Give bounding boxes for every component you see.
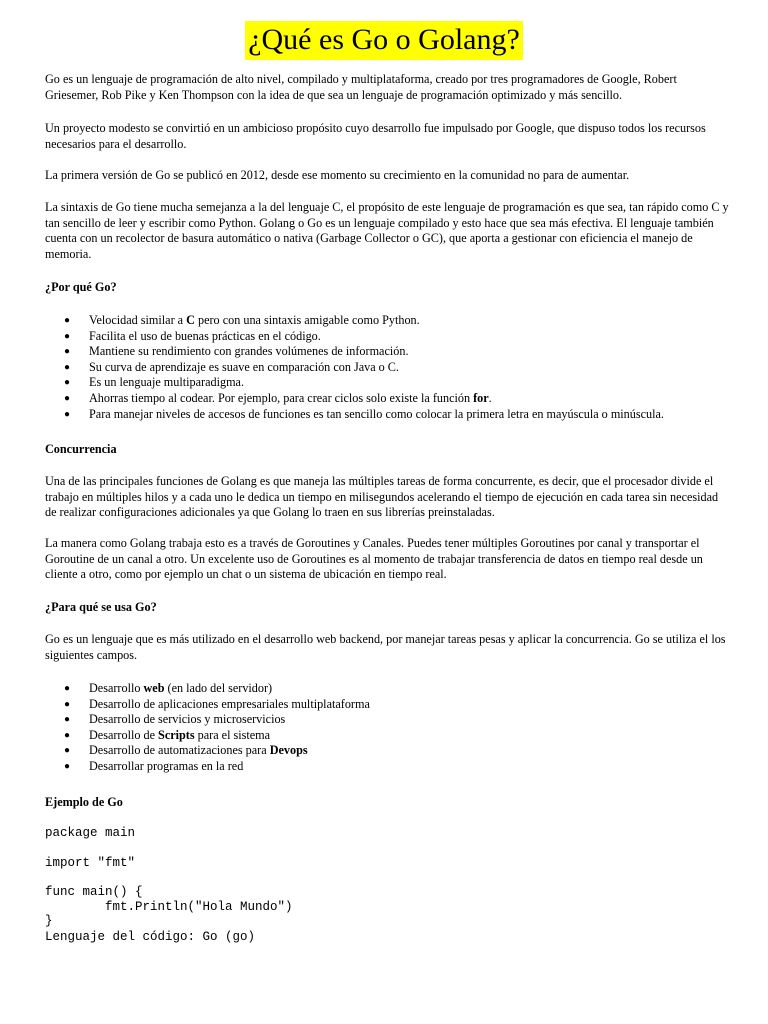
list-item xyxy=(45,375,735,391)
bullet-icon: ● xyxy=(64,729,71,741)
list-item-text: Desarrollo xyxy=(89,681,144,695)
code-line: func main() { xyxy=(45,885,143,899)
paragraph-concurrency: Una de las principales funciones de Golang es que maneja las múltiples tareas de forma concurrente, es decir, que el procesador divide el trabajo en múltiples hilos y a cada uno le dedica un tiempo en milisegundos acelerando el tiempo de ejecución en cada tarea sin necesidad de realizar configuraciones adicionales ya que Golang lo traen en sus librerías preinstaladas. xyxy=(45,474,719,520)
paragraph-project: Un proyecto modesto se convirtió en un ambicioso propósito cuyo desarrollo fue impulsado por Google, que dispuso todos los recursos necesarios para el desarrollo. xyxy=(45,121,706,151)
paragraph-syntax: La sintaxis de Go tiene mucha semejanza a la del lenguaje C, el propósito de este lenguaje de programación es que sea, tan rápido como C y tan sencillo de leer y escribir como Python. Golang o Go es un lenguaje compilado y esto hace que sea más efectiva. El lenguaje también cuenta con un recolector de basura automático o nativa (Garbage Collector o GC), que aporta a gestionar con eficiencia el manejo de memoria. xyxy=(45,200,729,261)
paragraph-goroutines: La manera como Golang trabaja esto es a través de Goroutines y Canales. Puedes tener múltiples Goroutines por canal y transportar el Goroutine de un canal a otro. Un excelente uso de Goroutines es al momento de trabajar transferencia de datos en tiempo real desde un cliente a otro, como por ejemplo un chat o un sistema de ubicación en tiempo real. xyxy=(45,536,703,582)
code-line: import "fmt" xyxy=(45,856,136,870)
list-item xyxy=(45,329,735,345)
list-item-text: Mantiene su rendimiento con grandes volúmenes de información. xyxy=(89,344,409,359)
list-item-bold: Devops xyxy=(269,743,308,758)
list-item-text: Desarrollo de xyxy=(89,727,159,742)
list-item-text: . xyxy=(488,390,492,405)
bullet-icon: ● xyxy=(64,683,71,694)
list-item-text: Facilita el uso de buenas prácticas en el código. xyxy=(89,328,321,343)
bullet-icon: ● xyxy=(64,361,71,373)
why-go-list xyxy=(45,313,735,422)
title-container xyxy=(0,21,768,60)
list-item-bold: C xyxy=(186,313,195,327)
list-item-text: Desarrollar programas en la red xyxy=(89,758,244,773)
heading-concurrency: Concurrencia xyxy=(45,442,117,456)
code-caption: Lenguaje del código: Go (go) xyxy=(45,930,256,944)
list-item-text: para el sistema xyxy=(194,727,271,742)
bullet-icon: ● xyxy=(64,714,71,726)
list-item-text: Ahorras tiempo al codear. Por ejemplo, para crear ciclos solo existe la función xyxy=(89,390,474,405)
heading-example: Ejemplo de Go xyxy=(45,795,123,809)
list-item-text: Desarrollo de automatizaciones para xyxy=(89,743,270,758)
bullet-icon: ● xyxy=(64,698,71,710)
bullet-icon: ● xyxy=(64,745,71,757)
bullet-icon: ● xyxy=(64,408,71,420)
heading-uses: ¿Para qué se usa Go? xyxy=(45,600,157,614)
list-item-text: Es un lenguaje multiparadigma. xyxy=(89,375,245,390)
list-item-text: Desarrollo de aplicaciones empresariales multiplataforma xyxy=(89,696,370,711)
bullet-icon: ● xyxy=(64,330,71,342)
list-item xyxy=(45,344,735,360)
paragraph-uses: Go es un lenguaje que es más utilizado en el desarrollo web backend, por manejar tareas pesas y aplicar la concurrencia. Go se utiliza el los siguientes campos. xyxy=(45,632,726,662)
list-item-text: (en lado del servidor) xyxy=(164,681,273,695)
list-item xyxy=(45,360,735,376)
list-item xyxy=(45,681,735,697)
list-item xyxy=(45,313,735,329)
heading-why-go: ¿Por qué Go? xyxy=(45,280,117,294)
code-line: } xyxy=(45,914,53,928)
list-item xyxy=(45,697,735,713)
code-line: package main xyxy=(45,826,136,840)
list-item-text: pero con una sintaxis amigable como Python. xyxy=(194,313,420,327)
list-item xyxy=(45,712,735,728)
page-title: ¿Qué es Go o Golang? xyxy=(245,21,523,60)
uses-list xyxy=(45,681,735,775)
bullet-icon: ● xyxy=(64,346,71,358)
list-item-bold: Scripts xyxy=(158,727,195,742)
list-item-text: Su curva de aprendizaje es suave en comparación con Java o C. xyxy=(89,359,399,374)
code-line: fmt.Println("Hola Mundo") xyxy=(45,900,293,914)
list-item xyxy=(45,743,735,759)
list-item-bold: web xyxy=(143,681,165,695)
bullet-icon: ● xyxy=(64,760,71,772)
bullet-icon: ● xyxy=(64,392,71,404)
paragraph-first-version: La primera versión de Go se publicó en 2012, desde ese momento su crecimiento en la comunidad no para de aumentar. xyxy=(45,168,630,182)
list-item-text: Velocidad similar a xyxy=(89,313,187,327)
list-item-bold: for xyxy=(473,390,489,405)
bullet-icon: ● xyxy=(64,315,71,326)
list-item xyxy=(45,759,735,775)
list-item xyxy=(45,728,735,744)
paragraph-intro: Go es un lenguaje de programación de alto nivel, compilado y multiplataforma, creado por tres programadores de Google, Robert Griesemer, Rob Pike y Ken Thompson con la idea de que sea un lenguaje de programación optimizado y más sencillo. xyxy=(45,72,677,102)
list-item-text: Desarrollo de servicios y microservicios xyxy=(89,712,286,727)
bullet-icon: ● xyxy=(64,377,71,389)
list-item xyxy=(45,391,735,407)
list-item-text: Para manejar niveles de accesos de funciones es tan sencillo como colocar la primera letra en mayúscula o minúscula. xyxy=(89,406,664,421)
list-item xyxy=(45,407,735,423)
